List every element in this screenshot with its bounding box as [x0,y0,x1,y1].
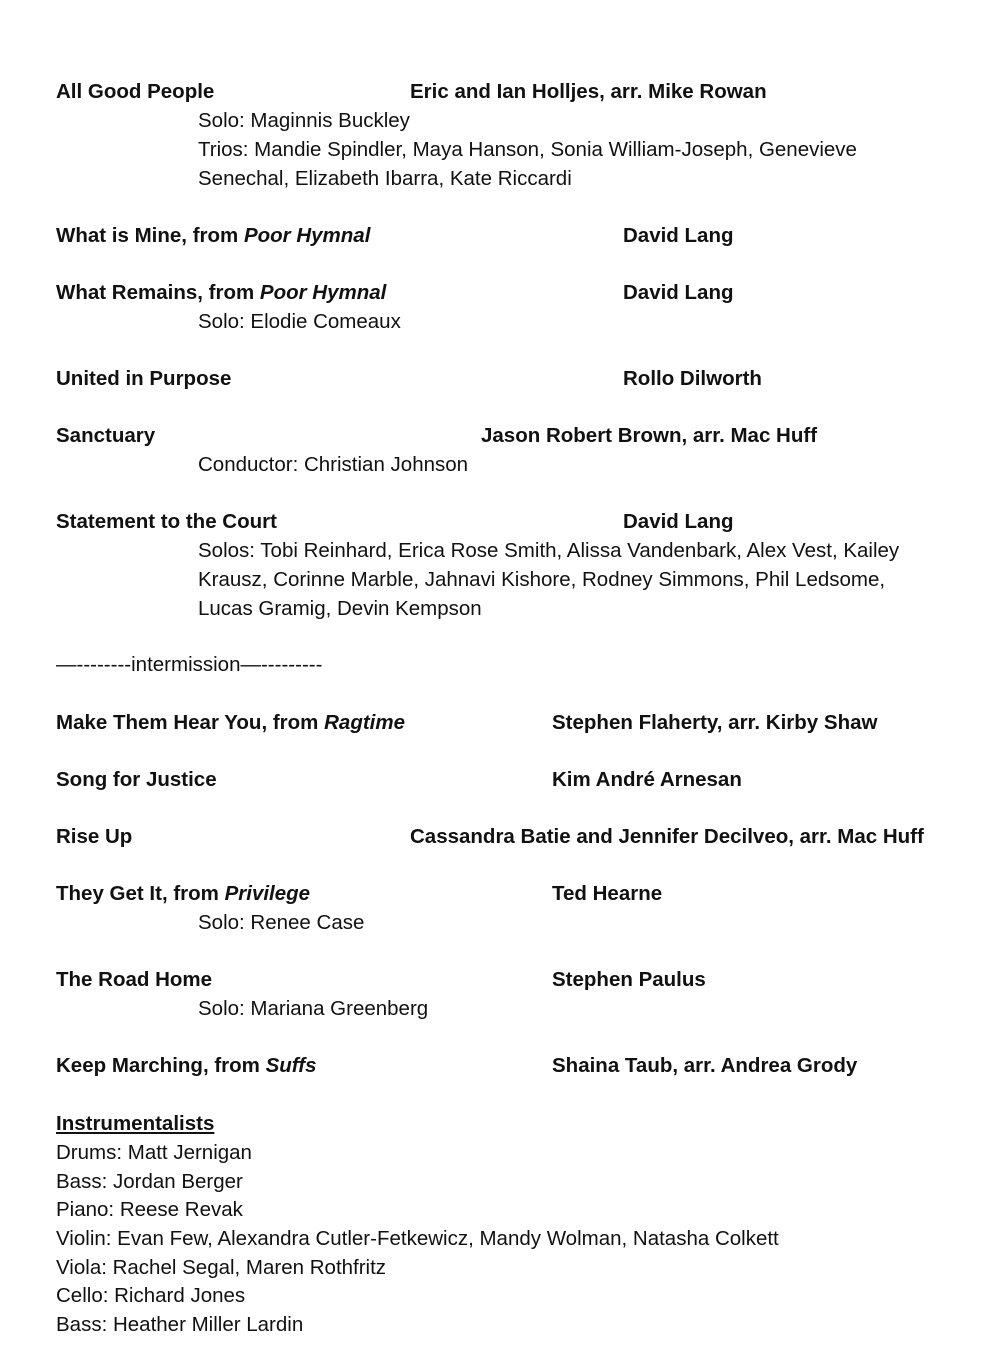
piece-detail: Solo: Elodie Comeaux [198,310,401,333]
piece-composer: Cassandra Batie and Jennifer Decilveo, arr. Mac Huff [410,825,924,848]
piece-title: Sanctuary [56,424,156,447]
instrumentalist-line: Piano: Reese Revak [56,1198,243,1221]
instrumentalist-line: Bass: Jordan Berger [56,1170,243,1193]
piece-composer: Shaina Taub, arr. Andrea Grody [552,1054,858,1077]
instrumentalist-line: Cello: Richard Jones [56,1284,246,1307]
piece-title: All Good People [56,80,215,103]
piece-title: The Road Home [56,968,213,991]
piece-composer: Eric and Ian Holljes, arr. Mike Rowan [410,80,767,103]
instrumentalists-heading: Instrumentalists [56,1112,215,1135]
work-title: Privilege [224,882,311,905]
piece-detail: Solo: Mariana Greenberg [198,997,429,1020]
piece-composer: Stephen Paulus [552,968,706,991]
piece-title: What Remains, from Poor Hymnal [56,281,387,304]
piece-title: Keep Marching, from Suffs [56,1054,317,1077]
piece-composer: David Lang [623,224,734,247]
piece-detail: Trios: Mandie Spindler, Maya Hanson, Sonia William-Joseph, Genevieve [198,138,857,161]
piece-composer: Kim André Arnesan [552,768,742,791]
work-title: Suffs [265,1054,317,1077]
instrumentalist-line: Drums: Matt Jernigan [56,1141,252,1164]
piece-composer: Rollo Dilworth [623,367,762,390]
piece-composer: Ted Hearne [552,882,663,905]
piece-detail: Solo: Maginnis Buckley [198,109,410,132]
piece-title: Make Them Hear You, from Ragtime [56,711,405,734]
piece-title: United in Purpose [56,367,232,390]
piece-title: Song for Justice [56,768,217,791]
piece-composer: Stephen Flaherty, arr. Kirby Shaw [552,711,878,734]
piece-title: What is Mine, from Poor Hymnal [56,224,371,247]
instrumentalist-line: Viola: Rachel Segal, Maren Rothfritz [56,1256,387,1279]
piece-detail: Lucas Gramig, Devin Kempson [198,597,482,620]
piece-composer: Jason Robert Brown, arr. Mac Huff [481,424,818,447]
intermission-divider: —--------intermission—--------- [56,653,323,676]
work-title: Poor Hymnal [243,224,371,247]
work-title: Ragtime [324,711,405,734]
piece-detail: Krausz, Corinne Marble, Jahnavi Kishore, Rodney Simmons, Phil Ledsome, [198,568,886,591]
piece-composer: David Lang [623,281,734,304]
instrumentalist-line: Bass: Heather Miller Lardin [56,1313,304,1336]
piece-title: Rise Up [56,825,133,848]
piece-detail: Solos: Tobi Reinhard, Erica Rose Smith, Alissa Vandenbark, Alex Vest, Kailey [198,539,900,562]
piece-title: Statement to the Court [56,510,277,533]
work-title: Poor Hymnal [259,281,387,304]
piece-detail: Solo: Renee Case [198,911,365,934]
piece-detail: Conductor: Christian Johnson [198,453,469,476]
instrumentalist-line: Violin: Evan Few, Alexandra Cutler-Fetkewicz, Mandy Wolman, Natasha Colkett [56,1227,779,1250]
piece-composer: David Lang [623,510,734,533]
piece-detail: Senechal, Elizabeth Ibarra, Kate Riccardi [198,167,572,190]
piece-title: They Get It, from Privilege [56,882,311,905]
